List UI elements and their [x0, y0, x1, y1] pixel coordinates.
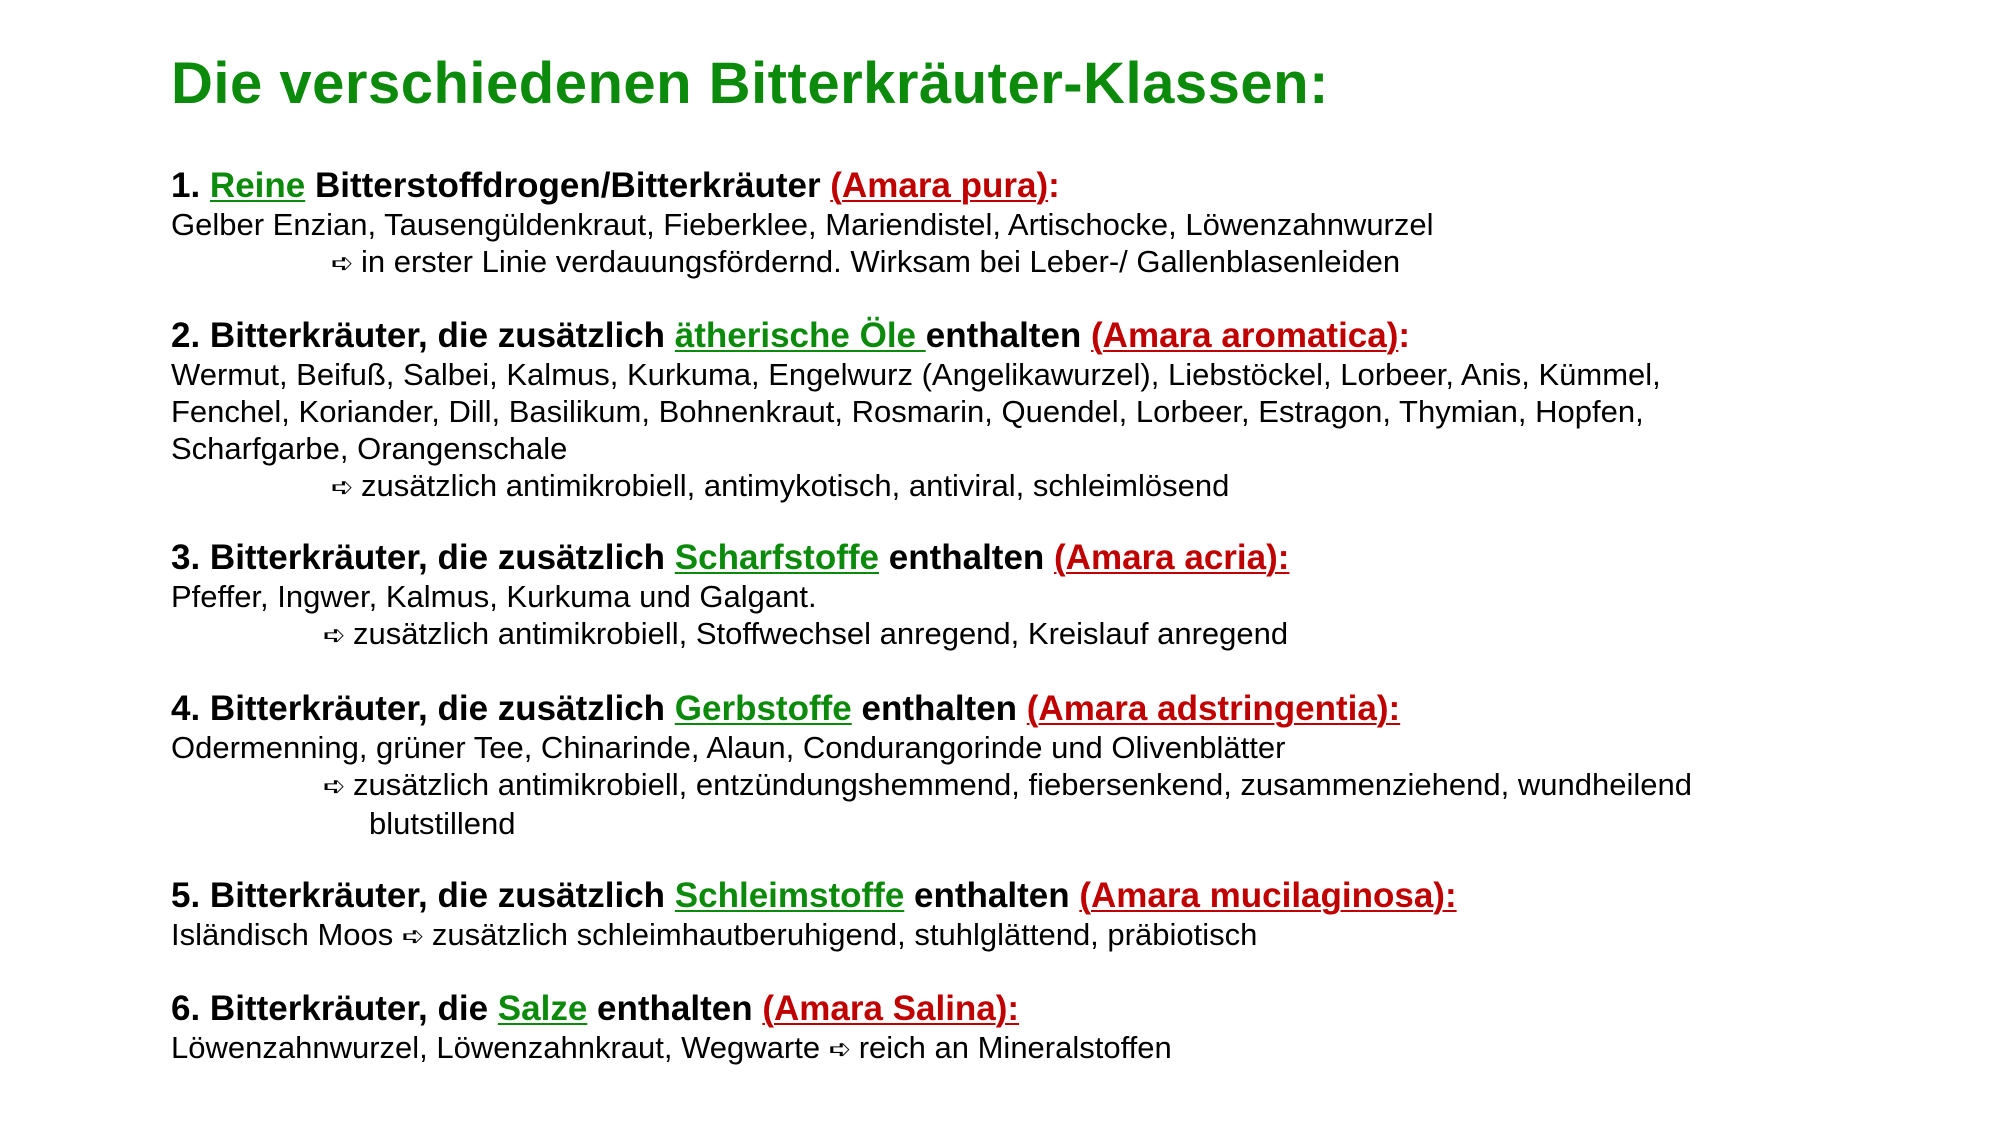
heading-mid: Bitterstoffdrogen/Bitterkräuter — [305, 166, 831, 205]
heading-colon: : — [1398, 316, 1411, 355]
page-title: Die verschiedenen Bitterkräuter-Klassen: — [171, 51, 1329, 116]
plant-effect-line — [171, 916, 1971, 955]
heading-latin: (Amara acria): — [1054, 538, 1290, 577]
section-heading — [171, 689, 1971, 729]
plant-list: Odermenning, grüner Tee, Chinarinde, Alaun, Condurangorinde und Olivenblätter — [171, 730, 1286, 765]
effect-text: zusätzlich antimikrobiell, entzündungshemmend, fiebersenkend, zusammenziehend, wundheilend — [353, 767, 1692, 802]
heading-mid: enthalten — [925, 316, 1092, 355]
arrow-icon: ➪ — [331, 248, 354, 278]
heading-mid: enthalten — [851, 689, 1027, 728]
section-3 — [171, 538, 1971, 654]
heading-keyword: Scharfstoffe — [674, 538, 879, 577]
heading-mid: enthalten — [587, 989, 763, 1028]
heading-keyword: ätherische Öle — [674, 316, 926, 355]
heading-prefix: 4. Bitterkräuter, die zusätzlich — [171, 689, 675, 728]
plant-list: Gelber Enzian, Tausengüldenkraut, Fieberklee, Mariendistel, Artischocke, Löwenzahnwurzel — [171, 207, 1434, 242]
effect-line — [171, 243, 1971, 282]
plant-effect-line — [171, 1029, 1971, 1068]
heading-latin: (Amara mucilaginosa): — [1079, 876, 1457, 915]
plant-list: Isländisch Moos — [171, 917, 402, 952]
heading-mid: enthalten — [904, 876, 1080, 915]
heading-keyword: Schleimstoffe — [674, 876, 905, 915]
effect-text: zusätzlich schleimhautberuhigend, stuhlglättend, präbiotisch — [431, 917, 1258, 952]
heading-keyword: Gerbstoffe — [674, 689, 852, 728]
heading-keyword: Salze — [497, 989, 588, 1028]
arrow-icon: ➪ — [401, 921, 425, 951]
heading-latin: (Amara pura) — [830, 166, 1049, 205]
effect-line — [171, 467, 1971, 506]
arrow-icon: ➪ — [828, 1034, 852, 1064]
heading-prefix: 6. Bitterkräuter, die — [171, 989, 498, 1028]
section-1 — [171, 166, 1971, 282]
effect-text: zusätzlich antimikrobiell, Stoffwechsel anregend, Kreislauf anregend — [353, 616, 1289, 651]
effect-text: reich an Mineralstoffen — [858, 1030, 1172, 1065]
arrow-icon: ➪ — [323, 620, 346, 650]
heading-prefix: 3. Bitterkräuter, die zusätzlich — [171, 538, 675, 577]
heading-prefix: 5. Bitterkräuter, die zusätzlich — [171, 876, 675, 915]
effect-text: in erster Linie verdauungsfördernd. Wirksam bei Leber-/ Gallenblasenleiden — [361, 244, 1401, 279]
arrow-icon: ➪ — [331, 472, 354, 502]
section-4 — [171, 689, 1971, 842]
heading-colon: : — [1048, 166, 1060, 205]
effect-line — [171, 766, 1971, 805]
section-5 — [171, 876, 1971, 955]
section-heading — [171, 538, 1971, 578]
section-heading — [171, 166, 1971, 206]
plant-list: Pfeffer, Ingwer, Kalmus, Kurkuma und Galgant. — [171, 579, 817, 614]
effect-line — [171, 615, 1971, 654]
heading-keyword: Reine — [209, 166, 306, 205]
section-2 — [171, 316, 1971, 506]
section-heading — [171, 989, 1971, 1029]
plant-list: Fenchel, Koriander, Dill, Basilikum, Bohnenkraut, Rosmarin, Quendel, Lorbeer, Estragon, Thymian, Hopfen, — [171, 394, 1644, 429]
plant-list: Wermut, Beifuß, Salbei, Kalmus, Kurkuma, Engelwurz (Angelikawurzel), Liebstöckel, Lorbeer, Anis, Kümmel, — [171, 357, 1661, 392]
heading-latin: (Amara Salina): — [762, 989, 1020, 1028]
heading-latin: (Amara adstringentia): — [1026, 689, 1401, 728]
plant-list: Scharfgarbe, Orangenschale — [171, 431, 568, 466]
plant-list: Löwenzahnwurzel, Löwenzahnkraut, Wegwarte — [171, 1030, 829, 1065]
heading-mid: enthalten — [879, 538, 1055, 577]
heading-prefix: 2. Bitterkräuter, die zusätzlich — [171, 316, 675, 355]
section-heading — [171, 876, 1971, 916]
section-heading — [171, 316, 1971, 356]
heading-latin: (Amara aromatica) — [1091, 316, 1399, 355]
heading-prefix: 1. — [171, 166, 210, 205]
arrow-icon: ➪ — [323, 771, 346, 801]
section-6 — [171, 989, 1971, 1068]
effect-continuation: blutstillend — [369, 806, 516, 841]
effect-text: zusätzlich antimikrobiell, antimykotisch, antiviral, schleimlösend — [361, 468, 1230, 503]
